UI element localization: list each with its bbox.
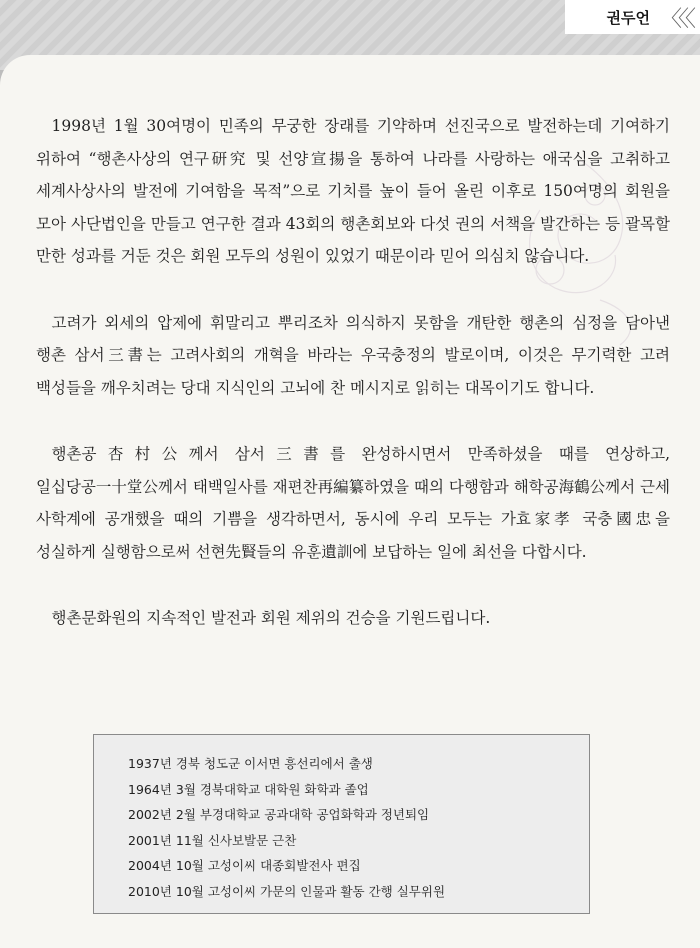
- paragraph: 행촌문화원의 지속적인 발전과 회원 제위의 건승을 기원드립니다.: [51, 609, 491, 627]
- profile-line: 1964년 3월 경북대학교 대학원 화학과 졸업: [128, 781, 369, 797]
- profile-line: 2002년 2월 부경대학교 공과대학 공업화학과 정년퇴임: [128, 807, 430, 822]
- section-header: [565, 0, 700, 34]
- profile-line: 1937년 경북 청도군 이서면 흥선리에서 출생: [128, 756, 373, 771]
- article-body: [36, 110, 670, 669]
- paragraph: 행촌공杏村公께서 삼서三書를 완성하시면서 만족하셨을 때를 연상하고, 일십당공一十堂公께서 태백일사를 재편찬再編纂하였을 때의 다행함과 해학공海鶴公께서 근세 사학계에 공개했을 때의 기쁨을 생각하면서, 동시에 우리 모두는 가효家孝 국충國忠을 성실하게 실행함으로써 선현先賢들의 유훈遺訓에 보답하는 일에 최선을 다합시다.: [36, 445, 670, 561]
- profile-line: 2004년 10월 고성이씨 대종회발전사 편집: [128, 858, 361, 873]
- section-title: 권두언: [606, 8, 650, 27]
- paragraph: 1998년 1월 30여명이 민족의 무궁한 장래를 기약하며 선진국으로 발전하는데 기여하기 위하여 “행촌사상의 연구研究 및 선양宣揚을 통하여 나라를 사랑하는 애국심을 고취하고 세계사상사의 발전에 기여함을 목적”으로 기치를 높이 들어 올린 이후로 150여명의 회원을 모아 사단법인을 만들고 연구한 결과 43회의 행촌회보와 다섯 권의 서책을 발간하는 등 괄목할 만한 성과를 거둔 것은 회원 모두의 성원이 있었기 때문이라 믿어 의심치 않습니다.: [36, 117, 670, 265]
- author-profile-box: [93, 734, 590, 914]
- profile-line: 2001년 11월 신사보발문 근찬: [128, 832, 297, 848]
- profile-line: 2010년 10월 고성이씨 가문의 인물과 활동 간행 실무위원: [128, 883, 446, 899]
- paragraph: 고려가 외세의 압제에 휘말리고 뿌리조차 의식하지 못함을 개탄한 행촌의 심정을 담아낸 행촌 삼서三書는 고려사회의 개혁을 바라는 우국충정의 발로이며, 이것은 무기력한 고려 백성들을 깨우치려는 당대 지식인의 고뇌에 찬 메시지로 읽히는 대목이기도 합니다.: [36, 313, 670, 397]
- chevron-left-icon: 〈〈〈: [659, 6, 692, 32]
